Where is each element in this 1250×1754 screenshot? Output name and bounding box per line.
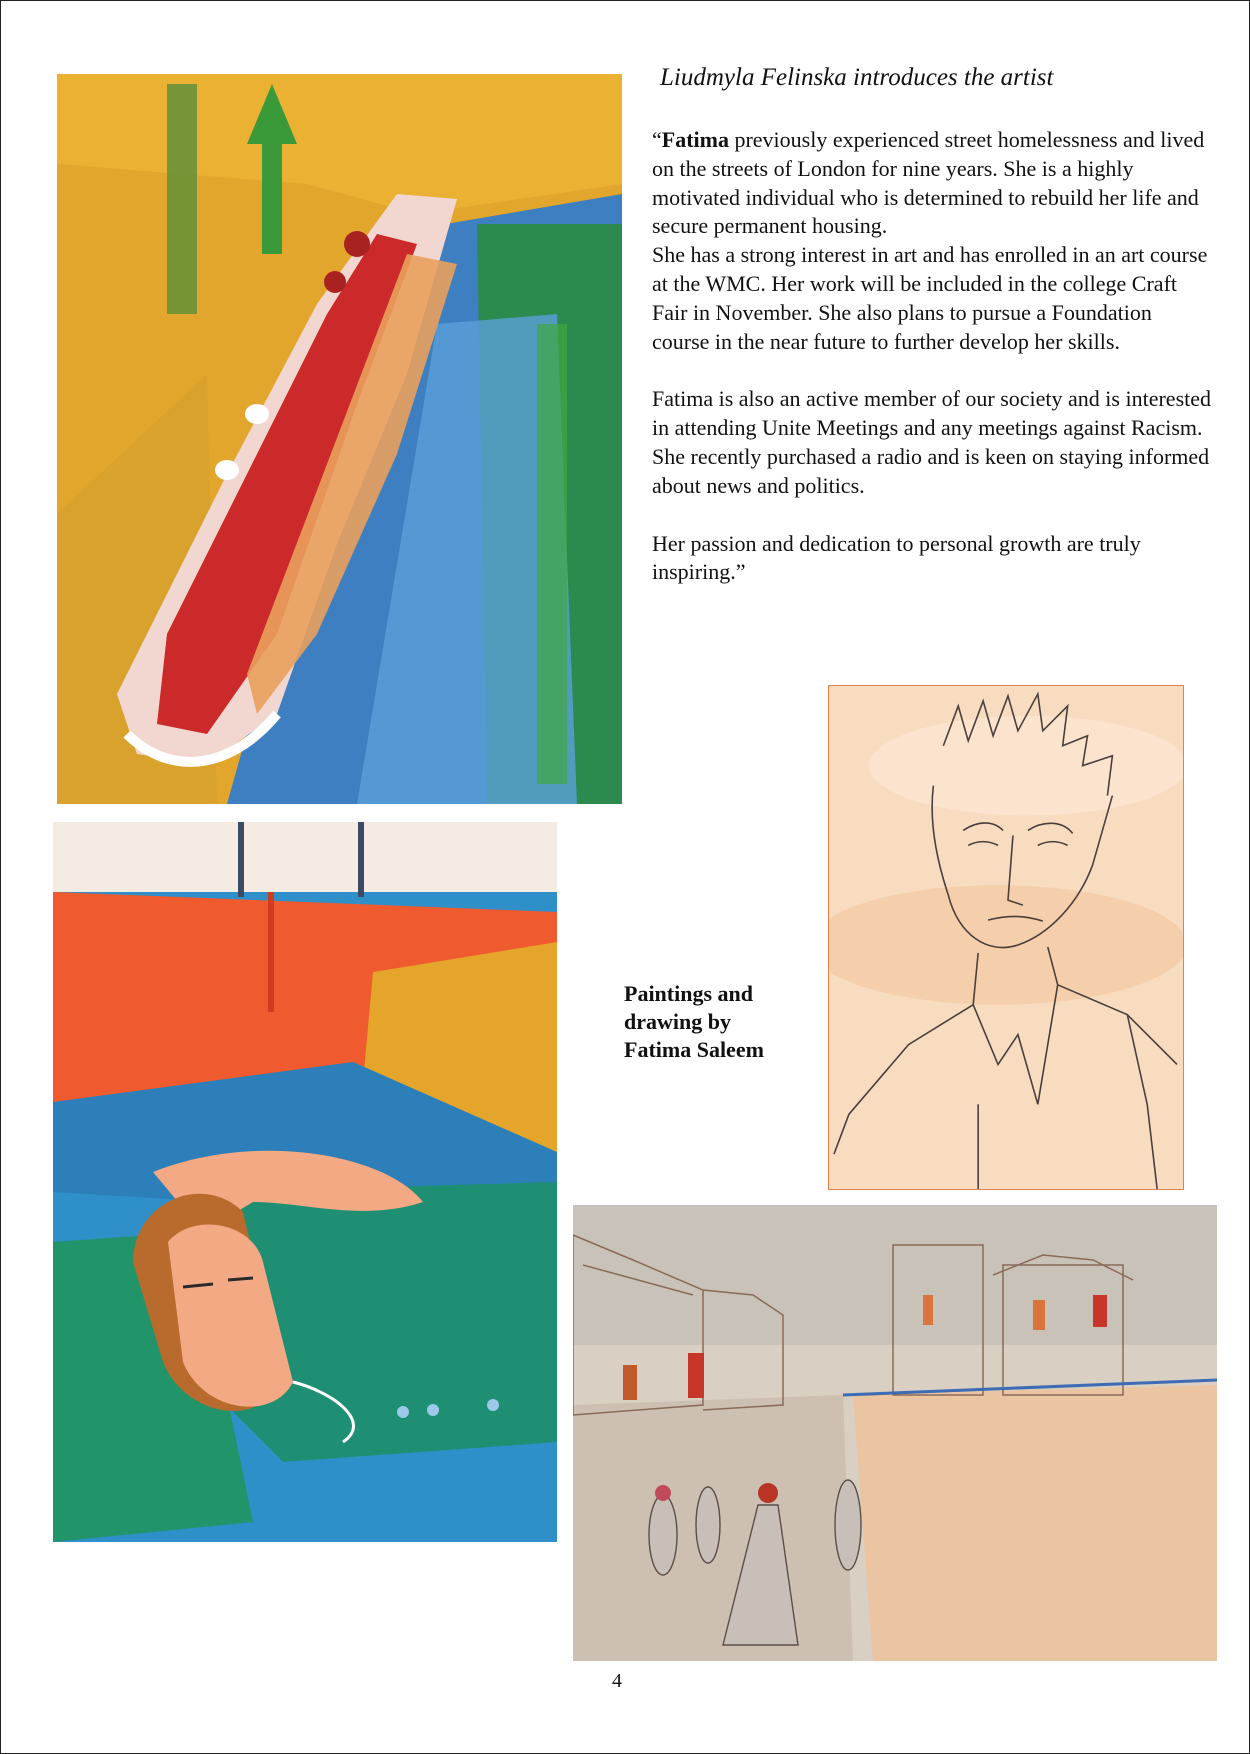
artist-name: Fatima [661,127,729,152]
caption-line: Fatima Saleem [624,1037,764,1062]
street-scene-painting [573,1205,1217,1661]
paragraph-intro [652,126,1212,241]
paragraph-art-course: She has a strong interest in art and has enrolled in an art course at the WMC. Her work will be included in the college Craft Fair in November. She also plans to pursue a Foundation course in the near future to further develop her skills. [652,242,1208,354]
open-quote: “ [652,127,662,152]
paragraph-intro-text: previously experienced street homelessness and lived on the streets of London for nine years. She is a highly motivated individual who is determined to rebuild her life and secure permanent housing. [652,127,1205,239]
figure-painting [53,822,557,1542]
boat-painting [57,74,622,804]
article-heading: Liudmyla Felinska introduces the artist [660,64,1054,91]
portrait-drawing [828,685,1184,1190]
page-number: 4 [612,1670,622,1692]
paragraph-society: Fatima is also an active member of our society and is interested in attending Unite Meetings and any meetings against Racism. She recently purchased a radio and is keen on staying informed about news and politics. [652,386,1212,498]
article-body [652,126,1212,587]
caption-line: Paintings and [624,981,753,1006]
paragraph-closing: Her passion and dedication to personal growth are truly inspiring.” [652,530,1141,585]
caption-line: drawing by [624,1009,731,1034]
artwork-caption [624,980,804,1064]
